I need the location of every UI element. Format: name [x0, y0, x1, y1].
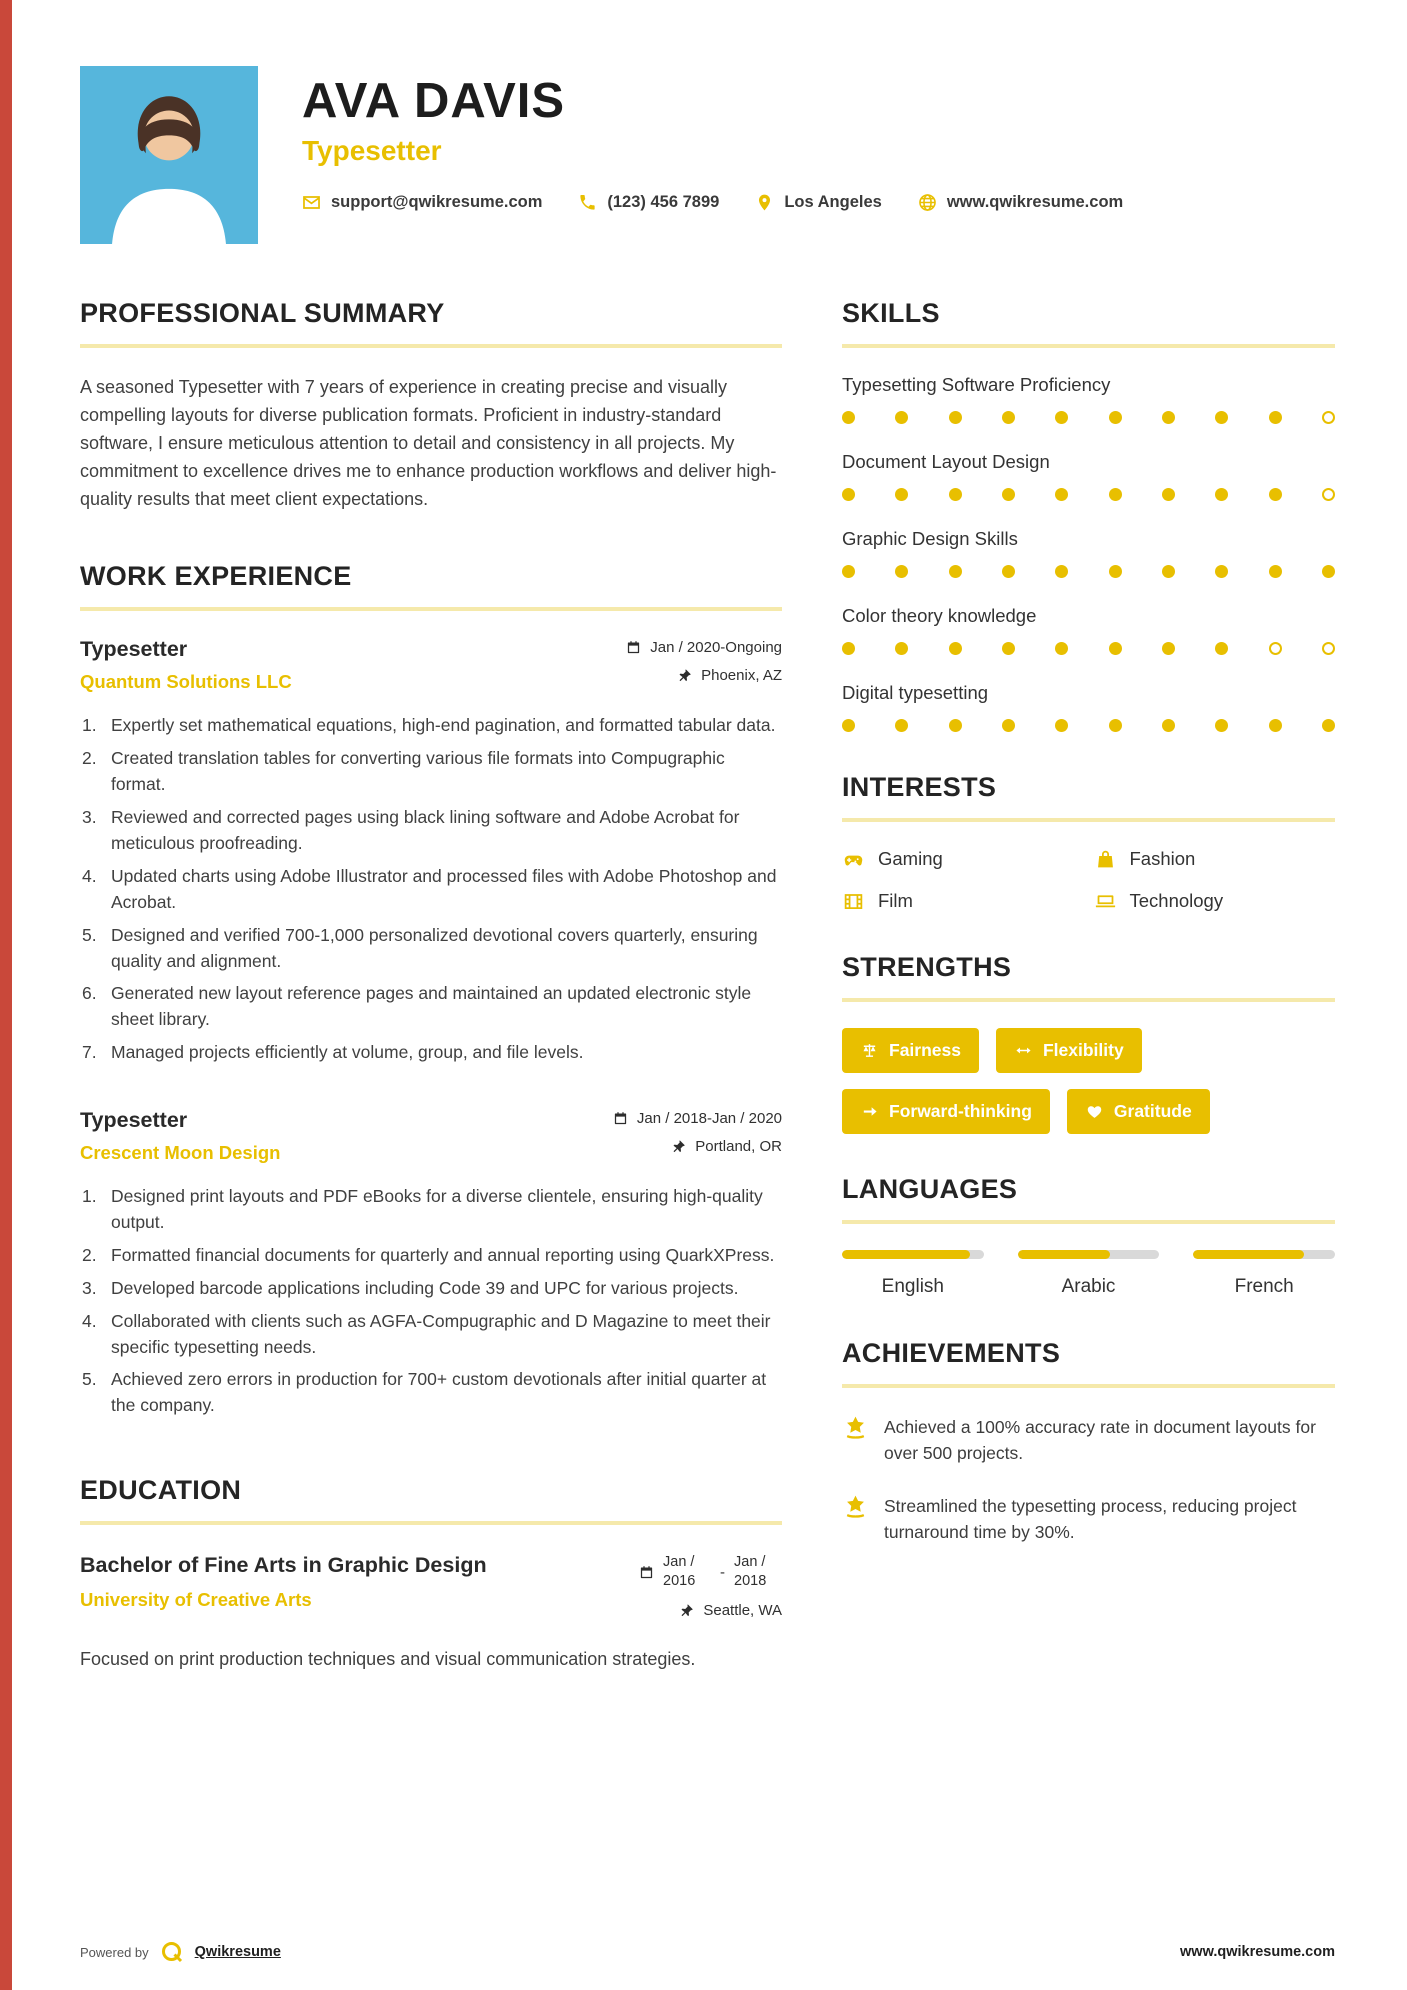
skill-item: Graphic Design Skills [842, 528, 1335, 578]
rating-dot-empty [1322, 411, 1335, 424]
rating-dot-filled [1269, 719, 1282, 732]
rating-dot-filled [1002, 565, 1015, 578]
strength-badge: Gratitude [1067, 1089, 1210, 1134]
education-dates: Jan / 2016 - Jan / 2018 [639, 1553, 782, 1591]
language-item: Arabic [1018, 1250, 1160, 1298]
rating-dot-filled [1162, 411, 1175, 424]
section-divider [80, 607, 782, 611]
rating-dot-filled [895, 719, 908, 732]
rating-dot-filled [1162, 488, 1175, 501]
rating-dot-filled [1162, 565, 1175, 578]
strength-badge: Fairness [842, 1028, 979, 1073]
skill-item: Color theory knowledge [842, 605, 1335, 655]
job-title: Typesetter [80, 637, 188, 662]
rating-dot-filled [1269, 565, 1282, 578]
calendar-icon [626, 640, 641, 655]
rating-dot-filled [1002, 488, 1015, 501]
contact-email[interactable] [302, 193, 542, 212]
education-school: University of Creative Arts [80, 1589, 312, 1611]
achievement-star-icon [842, 1415, 869, 1440]
phone-icon [578, 193, 597, 212]
rating-dot-filled [949, 411, 962, 424]
heart-icon [1085, 1103, 1104, 1120]
section-divider [842, 344, 1335, 348]
rating-dot-filled [1215, 719, 1228, 732]
skill-item: Digital typesetting [842, 682, 1335, 732]
rating-dot-empty [1322, 488, 1335, 501]
job-bullet: Developed barcode applications including Code 39 and UPC for various projects. [111, 1277, 739, 1298]
section-interests [842, 772, 1335, 912]
language-item: English [842, 1250, 984, 1298]
language-level-bar [1018, 1250, 1160, 1259]
job-bullet-list [80, 713, 782, 1066]
contact-location-text: Los Angeles [784, 193, 882, 212]
job-bullet: Expertly set mathematical equations, high-end pagination, and formatted tabular data. [111, 715, 776, 736]
job-dates: Jan / 2020-Ongoing [626, 639, 782, 656]
left-accent-bar [0, 0, 12, 1990]
section-divider [842, 1384, 1335, 1388]
achievement-item: Streamlined the typesetting process, reducing project turnaround time by 30%. [842, 1493, 1335, 1546]
rating-dot-filled [1215, 565, 1228, 578]
rating-dot-filled [949, 642, 962, 655]
achievement-star-icon [842, 1494, 869, 1519]
calendar-icon [613, 1111, 628, 1126]
rating-dot-filled [842, 411, 855, 424]
pin-icon [679, 1603, 694, 1618]
profile-photo [80, 66, 258, 244]
film-icon [842, 891, 865, 912]
job-bullet: Designed and verified 700-1,000 personalized devotional covers quarterly, ensuring quality and alignment. [111, 924, 758, 971]
rating-dot-filled [1055, 642, 1068, 655]
interest-item: Gaming [842, 848, 1084, 870]
rating-dot-filled [1055, 565, 1068, 578]
header [80, 66, 1335, 244]
interest-item: Technology [1094, 890, 1336, 912]
strength-badge: Flexibility [996, 1028, 1142, 1073]
rating-dot-filled [895, 488, 908, 501]
section-skills [842, 298, 1335, 732]
rating-dot-filled [1002, 642, 1015, 655]
education-heading: EDUCATION [80, 1475, 242, 1506]
rating-dot-filled [895, 642, 908, 655]
job-company: Quantum Solutions LLC [80, 671, 292, 693]
rating-dot-filled [842, 642, 855, 655]
job-bullet-list [80, 1184, 782, 1419]
job-entry [80, 1108, 782, 1419]
rating-dot-filled [1322, 719, 1335, 732]
languages-heading: LANGUAGES [842, 1174, 1018, 1204]
job-bullet: Updated charts using Adobe Illustrator and processed files with Adobe Photoshop and Acrobat. [111, 865, 777, 912]
rating-dot-filled [949, 488, 962, 501]
contact-phone-text: (123) 456 7899 [607, 193, 720, 212]
rating-dot-filled [1215, 488, 1228, 501]
job-location: Portland, OR [613, 1138, 782, 1155]
work-heading: WORK EXPERIENCE [80, 561, 352, 592]
job-dates: Jan / 2018-Jan / 2020 [613, 1110, 782, 1127]
footer-website[interactable]: www.qwikresume.com [1180, 1944, 1335, 1960]
pin-icon [677, 668, 692, 683]
skill-rating-dots [842, 565, 1335, 578]
globe-icon [918, 193, 937, 212]
job-title: Typesetter [80, 1108, 188, 1133]
job-bullet: Managed projects efficiently at volume, group, and file levels. [111, 1042, 584, 1063]
achievements-heading: ACHIEVEMENTS [842, 1338, 1061, 1368]
skill-item: Typesetting Software Proficiency [842, 374, 1335, 424]
skill-rating-dots [842, 411, 1335, 424]
rating-dot-filled [1109, 642, 1122, 655]
profile-photo-placeholder [80, 66, 258, 244]
job-bullet: Formatted financial documents for quarterly and annual reporting using QuarkXPress. [111, 1244, 775, 1265]
education-description: Focused on print production techniques and visual communication strategies. [80, 1648, 696, 1669]
rating-dot-filled [842, 488, 855, 501]
rating-dot-filled [1109, 488, 1122, 501]
envelope-icon [302, 193, 321, 212]
job-location: Phoenix, AZ [626, 667, 782, 684]
contact-row [302, 193, 1123, 212]
rating-dot-filled [1055, 719, 1068, 732]
education-location: Seattle, WA [639, 1602, 782, 1619]
section-divider [80, 1521, 782, 1525]
section-strengths [842, 952, 1335, 1134]
education-degree: Bachelor of Fine Arts in Graphic Design [80, 1553, 487, 1578]
summary-text: A seasoned Typesetter with 7 years of experience in creating precise and visually compelling layouts for diverse publication formats. Proficient in industry-standard software, I ensure meticulous attention to detail and consistency in all projects. My commitment to excellence drives me to enhance production workflows and deliver high-quality results that meet client expectations. [80, 377, 777, 509]
map-pin-icon [755, 193, 774, 212]
rating-dot-filled [895, 411, 908, 424]
rating-dot-filled [1162, 719, 1175, 732]
rating-dot-filled [1002, 719, 1015, 732]
rating-dot-filled [842, 719, 855, 732]
language-level-bar [842, 1250, 984, 1259]
job-company: Crescent Moon Design [80, 1142, 281, 1164]
shopping-bag-icon [1094, 849, 1117, 870]
laptop-icon [1094, 891, 1117, 912]
section-divider [842, 1220, 1335, 1224]
qwikresume-brand-link[interactable]: Qwikresume [194, 1944, 281, 1960]
interest-item: Film [842, 890, 1084, 912]
right-column [842, 298, 1335, 1715]
section-divider [80, 344, 782, 348]
skill-rating-dots [842, 719, 1335, 732]
language-level-bar [1193, 1250, 1335, 1259]
strengths-heading: STRENGTHS [842, 952, 1012, 982]
person-job-title: Typesetter [302, 135, 442, 167]
section-education [80, 1475, 782, 1673]
rating-dot-filled [842, 565, 855, 578]
skill-rating-dots [842, 642, 1335, 655]
person-name: AVA DAVIS [302, 74, 566, 128]
gamepad-icon [842, 849, 865, 870]
rating-dot-filled [1269, 488, 1282, 501]
arrow-right-icon [860, 1103, 879, 1120]
section-achievements [842, 1338, 1335, 1545]
education-entry [80, 1551, 782, 1673]
contact-location [755, 193, 882, 212]
rating-dot-filled [1109, 719, 1122, 732]
job-bullet: Collaborated with clients such as AGFA-Compugraphic and D Magazine to meet their specific typesetting needs. [111, 1310, 771, 1357]
rating-dot-filled [1109, 565, 1122, 578]
rating-dot-filled [949, 719, 962, 732]
qwikresume-logo-icon [160, 1940, 184, 1964]
language-item: French [1193, 1250, 1335, 1298]
left-column [80, 298, 782, 1715]
double-arrow-icon [1014, 1042, 1033, 1059]
interests-heading: INTERESTS [842, 772, 997, 802]
job-bullet: Generated new layout reference pages and maintained an updated electronic style sheet library. [111, 983, 752, 1030]
summary-heading: PROFESSIONAL SUMMARY [80, 298, 445, 328]
job-bullet: Created translation tables for converting various file formats into Compugraphic format. [111, 748, 725, 795]
contact-website[interactable] [918, 193, 1123, 212]
rating-dot-filled [895, 565, 908, 578]
rating-dot-filled [1109, 411, 1122, 424]
rating-dot-filled [1002, 411, 1015, 424]
contact-phone[interactable] [578, 193, 719, 212]
powered-by-label: Powered by [80, 1944, 149, 1960]
calendar-icon [639, 1565, 654, 1580]
rating-dot-filled [1269, 411, 1282, 424]
contact-email-text: support@qwikresume.com [331, 193, 543, 212]
job-bullet: Reviewed and corrected pages using black lining software and Adobe Acrobat for meticulous proofreading. [111, 807, 740, 854]
section-divider [842, 998, 1335, 1002]
rating-dot-filled [1322, 565, 1335, 578]
interest-item: Fashion [1094, 848, 1336, 870]
section-work-experience [80, 561, 782, 1419]
rating-dot-filled [1215, 642, 1228, 655]
job-entry [80, 637, 782, 1066]
pin-icon [671, 1139, 686, 1154]
date-separator: - [720, 1563, 725, 1581]
strength-badge: Forward-thinking [842, 1089, 1050, 1134]
rating-dot-filled [1055, 488, 1068, 501]
rating-dot-filled [1215, 411, 1228, 424]
job-bullet: Achieved zero errors in production for 700+ custom devotionals after initial quarter at the company. [111, 1369, 767, 1416]
section-languages [842, 1174, 1335, 1298]
rating-dot-empty [1322, 642, 1335, 655]
skill-rating-dots [842, 488, 1335, 501]
rating-dot-filled [1162, 642, 1175, 655]
section-divider [842, 818, 1335, 822]
skills-heading: SKILLS [842, 298, 940, 328]
rating-dot-filled [949, 565, 962, 578]
rating-dot-empty [1269, 642, 1282, 655]
footer [80, 1940, 1335, 1964]
rating-dot-filled [1055, 411, 1068, 424]
skill-item: Document Layout Design [842, 451, 1335, 501]
section-professional-summary [80, 298, 782, 513]
scales-icon [860, 1042, 879, 1059]
job-bullet: Designed print layouts and PDF eBooks for a diverse clientele, ensuring high-quality output. [111, 1186, 763, 1233]
achievement-item: Achieved a 100% accuracy rate in document layouts for over 500 projects. [842, 1414, 1335, 1467]
contact-website-text: www.qwikresume.com [946, 193, 1124, 212]
